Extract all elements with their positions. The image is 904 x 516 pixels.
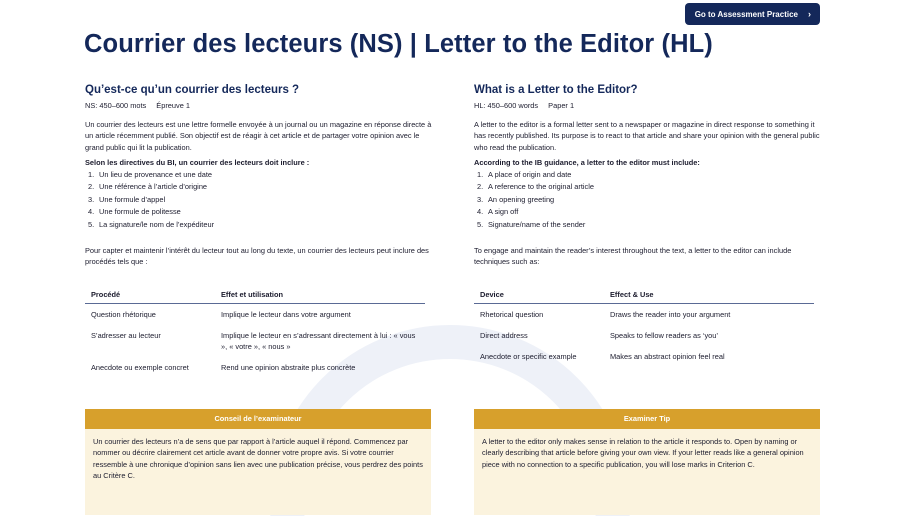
word-count-info (474, 101, 826, 110)
table-header-row (474, 286, 814, 304)
guidance-heading: Selon les directives du BI, un courrier des lecteurs doit inclure : (85, 157, 310, 167)
table-cell: Rhetorical question (480, 309, 544, 319)
intro-paragraph: A letter to the editor is a formal letter sent to a newspaper or magazine in direct response to something it has recently published. Its purpose is to react to that article and share your opinion with the general public who read the publication. (474, 120, 820, 152)
table-row (85, 303, 425, 325)
word-count: HL: 450–600 words (474, 101, 539, 110)
requirements-list (85, 169, 437, 231)
chevron-right-icon: › (808, 9, 811, 19)
french-column (85, 84, 437, 378)
examiner-tip-box-en (474, 409, 820, 515)
table-cell: S’adresser au lecteur (91, 330, 161, 340)
column-header: Effet et utilisation (215, 286, 425, 304)
table-cell: Direct address (480, 330, 528, 340)
paper-label: Épreuve 1 (156, 101, 190, 110)
go-to-assessment-practice-label: Go to Assessment Practice (694, 9, 798, 19)
list-item: 2. Une référence à l’article d’origine (88, 182, 208, 192)
table-cell: Rend une opinion abstraite plus concrète (221, 362, 356, 372)
column-header: Procédé (85, 286, 215, 304)
list-item: 5. Signature/name of the sender (477, 219, 586, 229)
page-title: Courrier des lecteurs (NS) | Letter to the Editor (HL) (84, 30, 713, 58)
tip-title: Examiner Tip (474, 409, 820, 429)
list-item: 3. An opening greeting (477, 194, 555, 204)
intro-paragraph: Un courrier des lecteurs est une lettre formelle envoyée à un journal ou un magazine en réponse directe à un article récemment publié. Son objectif est de réagir à cet article et de partager votre opinion avec le grand public qui lit la publication. (85, 120, 432, 152)
table-row (474, 346, 814, 367)
table-header-row (85, 286, 425, 304)
guidance-heading: According to the IB guidance, a letter to the editor must include: (474, 157, 700, 167)
section-heading: Qu’est-ce qu’un courrier des lecteurs ? (85, 84, 300, 96)
table-row (474, 325, 814, 346)
list-item: 1. Un lieu de provenance et une date (88, 169, 212, 179)
table-cell: Draws the reader into your argument (610, 309, 731, 319)
list-item: 1. A place of origin and date (477, 169, 572, 179)
word-count-info (85, 101, 437, 110)
table-cell: Implique le lecteur dans votre argument (221, 309, 351, 319)
english-column (474, 84, 826, 367)
table-cell: Implique le lecteur en s’adressant directement à lui : « vous », « votre », « nous » (221, 330, 416, 351)
list-item: 2. A reference to the original article (477, 182, 594, 192)
examiner-tip-box-fr (85, 409, 431, 515)
section-heading: What is a Letter to the Editor? (474, 84, 638, 96)
table-row (85, 357, 425, 378)
go-to-assessment-practice-button[interactable] (685, 3, 820, 25)
engage-paragraph: To engage and maintain the reader’s interest throughout the text, a letter to the editor can include techniques such as: (474, 245, 792, 267)
list-item: 4. A sign off (477, 207, 519, 217)
column-header: Device (474, 286, 604, 304)
tip-text: A letter to the editor only makes sense in relation to the article it responds to. Open by naming or clearly describing that article before giving your own view. If your letter reads like a general opinion piece with no connection to a specific publication, you will lose marks in Criterion C. (474, 429, 820, 515)
table-cell: Makes an abstract opinion feel real (610, 351, 725, 361)
table-row (474, 303, 814, 325)
list-item: 4. Une formule de politesse (88, 207, 181, 217)
table-cell: Question rhétorique (91, 309, 156, 319)
devices-table (85, 286, 425, 378)
requirements-list (474, 169, 826, 231)
tip-text: Un courrier des lecteurs n’a de sens que par rapport à l’article auquel il répond. Commencez par nommer ou décrire clairement cet article avant de donner votre propre avis. Si votre courrier ressemble à une chronique d’opinion sans lien avec une publication précise, vous perdrez des points au Critère C. (85, 429, 431, 515)
table-row (85, 325, 425, 357)
list-item: 3. Une formule d’appel (88, 194, 166, 204)
paper-label: Paper 1 (548, 101, 575, 110)
engage-paragraph: Pour capter et maintenir l’intérêt du lecteur tout au long du texte, un courrier des lecteurs peut inclure des procédés tels que : (85, 245, 429, 267)
column-header: Effect & Use (604, 286, 814, 304)
devices-table (474, 286, 814, 367)
table-cell: Speaks to fellow readers as ‘you’ (610, 330, 719, 340)
table-cell: Anecdote or specific example (480, 351, 577, 361)
word-count: NS: 450–600 mots (85, 101, 147, 110)
table-cell: Anecdote ou exemple concret (91, 362, 189, 372)
tip-title: Conseil de l’examinateur (85, 409, 431, 429)
list-item: 5. La signature/le nom de l’expéditeur (88, 219, 215, 229)
